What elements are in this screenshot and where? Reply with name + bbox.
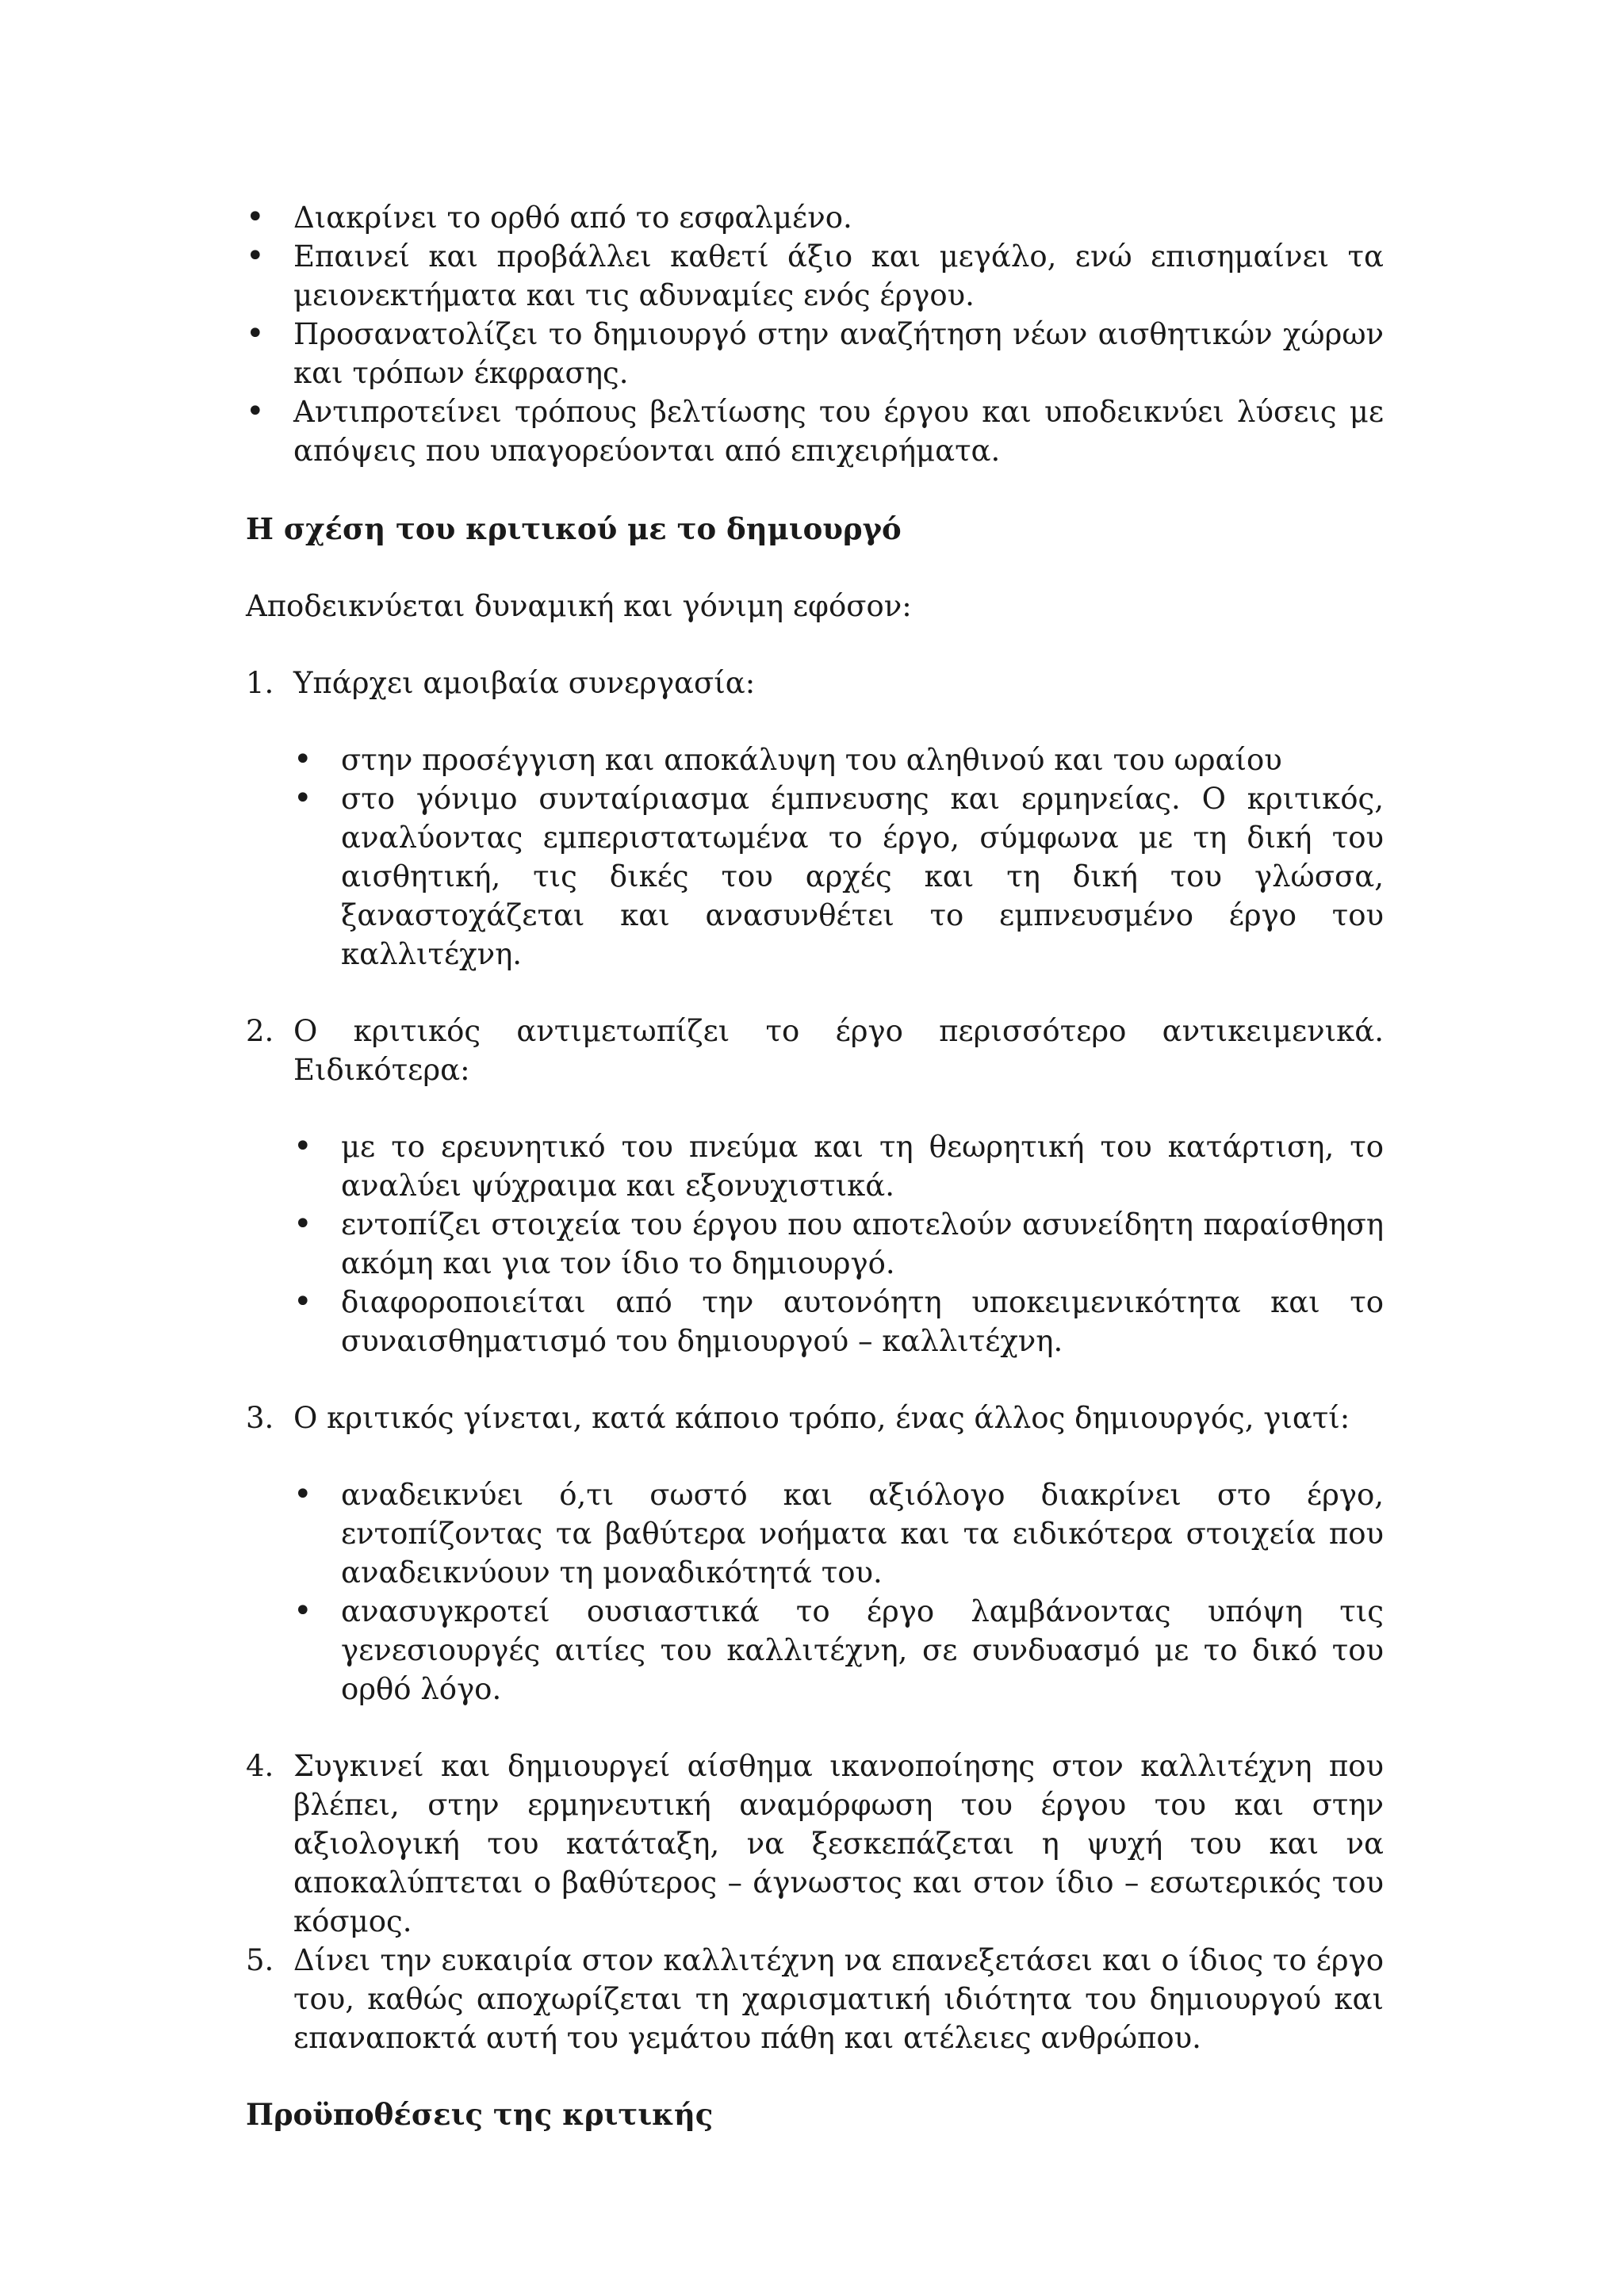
item-text: Ο κριτικός αντιμετωπίζει το έργο περισσότερο αντικειμενικά. Ειδικότερα: <box>293 1014 1384 1087</box>
list-item: • στο γόνιμο συνταίριασμα έμπνευσης και ερμηνείας. Ο κριτικός, αναλύοντας εμπεριστατωμένα το έργο, σύμφωνα με τη δική του αισθητική, τις δικές του αρχές και τη δική του γλώσσα, ξαναστοχάζεται και ανασυνθέτει το εμπνευσμένο έργο του καλλιτέχνη. <box>293 779 1384 974</box>
list-item: • Διακρίνει το ορθό από το εσφαλμένο. <box>246 198 1384 237</box>
section-intro: Αποδεικνύεται δυναμική και γόνιμη εφόσον: <box>246 589 912 623</box>
list-item: • Αντιπροτείνει τρόπους βελτίωσης του έργου και υποδεικνύει λύσεις με απόψεις που υπαγορεύονται από επιχειρήματα. <box>246 392 1384 470</box>
document-page <box>246 198 1384 2134</box>
list-item: • στην προσέγγιση και αποκάλυψη του αληθινού και του ωραίου <box>293 740 1384 779</box>
item-number: 3. <box>246 1401 274 1435</box>
sub-list-wrapper <box>246 1127 1384 1360</box>
list-item: • Επαινεί και προβάλλει καθετί άξιο και μεγάλο, ενώ επισημαίνει τα μειονεκτήματα και τις αδυναμίες ενός έργου. <box>246 237 1384 315</box>
numbered-item <box>246 1399 1384 1437</box>
item-text: Δίνει την ευκαιρία στον καλλιτέχνη να επανεξετάσει και ο ίδιος το έργο του, καθώς αποχωρίζεται τη χαρισματική ιδιότητα του δημιουργού και επαναποκτά αυτή του γεμάτου πάθη και ατέλειες ανθρώπου. <box>293 1943 1384 2055</box>
sub-bullet-list <box>293 740 1384 974</box>
item-text: Υπάρχει αμοιβαία συνεργασία: <box>293 666 756 700</box>
list-item: • αναδεικνύει ό,τι σωστό και αξιόλογο διακρίνει στο έργο, εντοπίζοντας τα βαθύτερα νοήματα και τα ειδικότερα στοιχεία που αναδεικνύουν τη μοναδικότητά του. <box>293 1475 1384 1592</box>
item-number: 1. <box>246 666 274 700</box>
sub-bullet-list <box>293 1127 1384 1360</box>
sub-list-wrapper <box>246 740 1384 974</box>
numbered-item <box>246 664 1384 702</box>
numbered-item <box>246 1747 1384 1941</box>
sub-list-wrapper <box>246 1475 1384 1709</box>
item-text: Ο κριτικός γίνεται, κατά κάποιο τρόπο, ένας άλλος δημιουργός, γιατί: <box>293 1401 1350 1435</box>
item-number: 4. <box>246 1749 274 1783</box>
section-heading: Προϋποθέσεις της κριτικής <box>246 2097 714 2132</box>
numbered-item <box>246 1941 1384 2057</box>
item-number: 5. <box>246 1943 274 1977</box>
list-item: • διαφοροποιείται από την αυτονόητη υποκειμενικότητα και το συναισθηματισμό του δημιουργού – καλλιτέχνη. <box>293 1283 1384 1360</box>
list-item: • εντοπίζει στοιχεία του έργου που αποτελούν ασυνείδητη παραίσθηση ακόμη και για τον ίδιο το δημιουργό. <box>293 1205 1384 1283</box>
numbered-list <box>246 664 1384 2057</box>
list-item: • ανασυγκροτεί ουσιαστικά το έργο λαμβάνοντας υπόψη τις γενεσιουργές αιτίες του καλλιτέχνη, σε συνδυασμό με το δικό του ορθό λόγο. <box>293 1592 1384 1709</box>
intro-bullet-list <box>246 198 1384 470</box>
item-text: Συγκινεί και δημιουργεί αίσθημα ικανοποίησης στον καλλιτέχνη που βλέπει, στην ερμηνευτική αναμόρφωση του έργου του και στην αξιολογική του κατάταξη, να ξεσκεπάζεται η ψυχή του και να αποκαλύπτεται ο βαθύτερος – άγνωστος και στον ίδιο – εσωτερικός του κόσμος. <box>293 1749 1384 1938</box>
list-item: • με το ερευνητικό του πνεύμα και τη θεωρητική του κατάρτιση, το αναλύει ψύχραιμα και εξονυχιστικά. <box>293 1127 1384 1205</box>
numbered-item <box>246 1012 1384 1089</box>
list-item: • Προσανατολίζει το δημιουργό στην αναζήτηση νέων αισθητικών χώρων και τρόπων έκφρασης. <box>246 315 1384 392</box>
section-heading: Η σχέση του κριτικού με το δημιουργό <box>246 511 902 546</box>
item-number: 2. <box>246 1014 274 1048</box>
sub-bullet-list <box>293 1475 1384 1709</box>
